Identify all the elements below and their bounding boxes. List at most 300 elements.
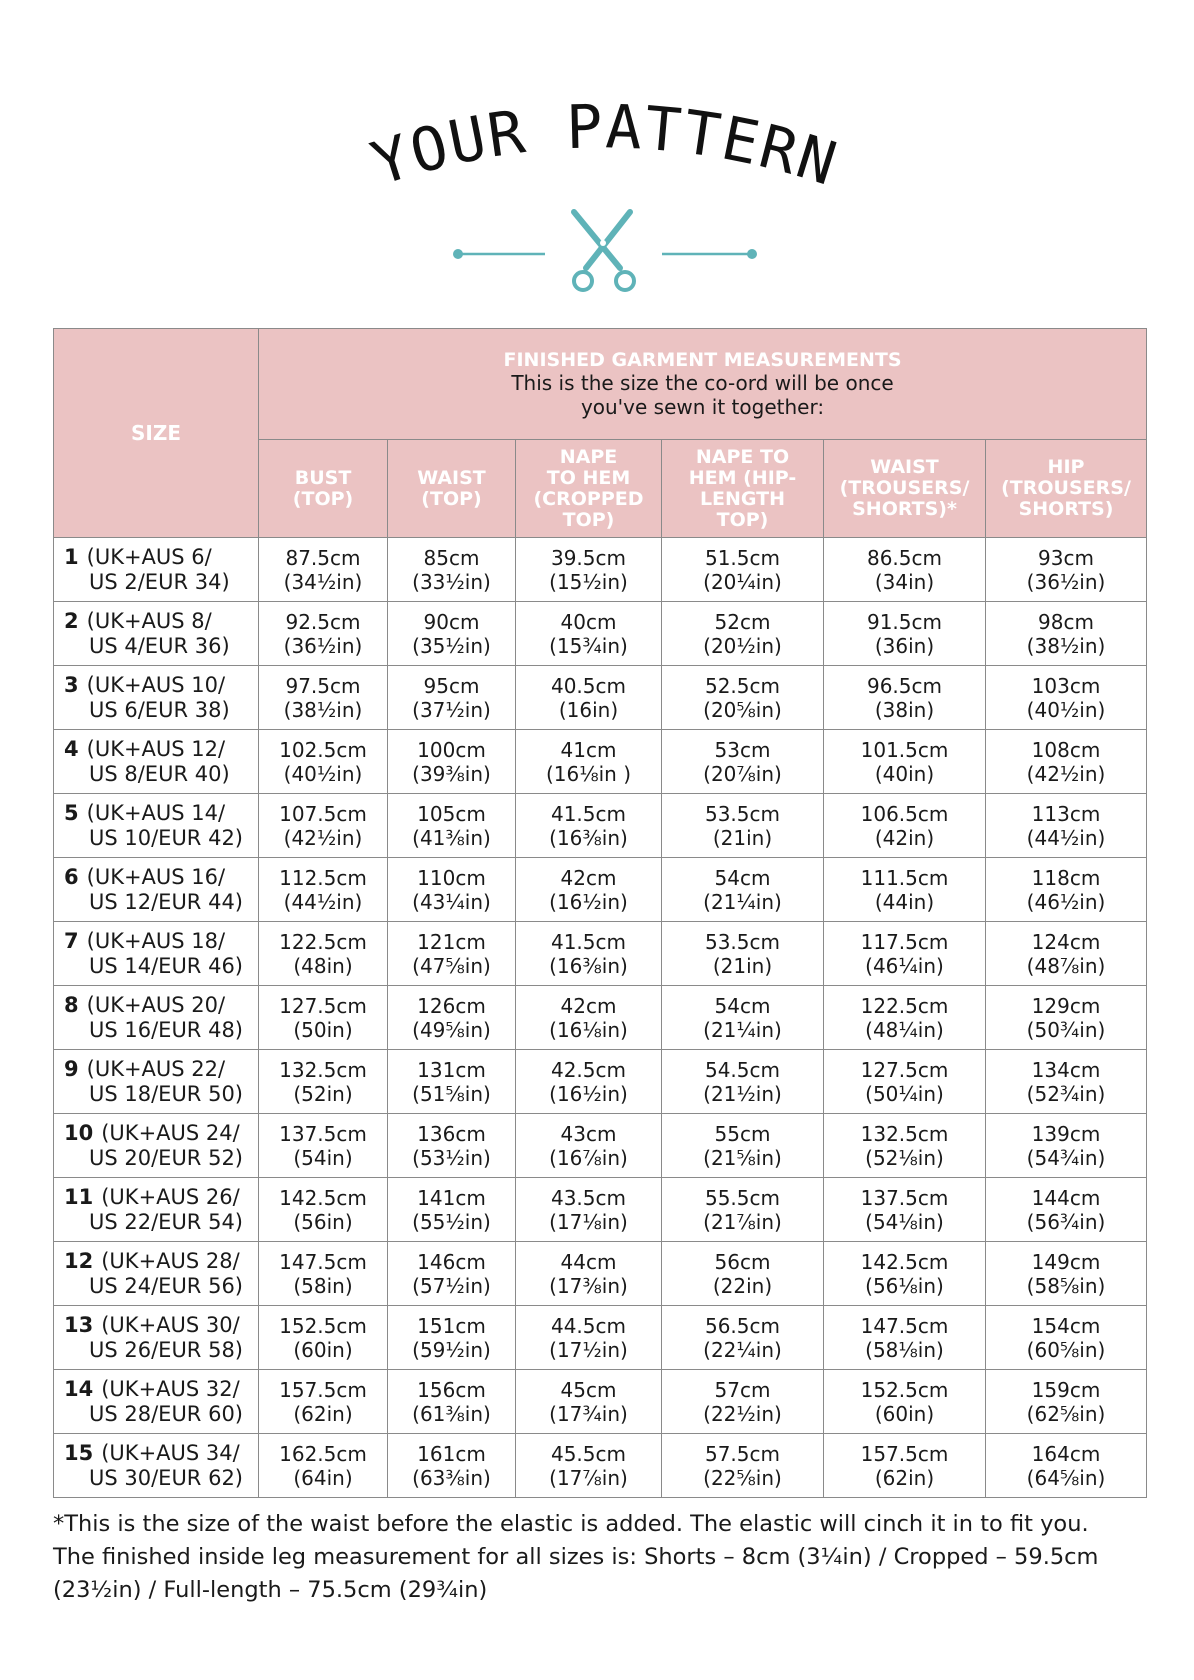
size-line-1	[64, 865, 258, 890]
measurement-cell	[662, 1114, 824, 1178]
measurement-cm: 53.5cm	[704, 929, 780, 954]
table-row	[54, 1242, 1147, 1306]
column-header-line: WAIST	[870, 456, 939, 478]
column-header-3	[516, 440, 662, 538]
measurement-cell	[662, 1178, 824, 1242]
measurement-cell	[388, 1370, 516, 1434]
measurement-cm: 103cm	[1031, 673, 1101, 698]
measurement-inches: (59½in)	[412, 1337, 491, 1362]
measurement-cm: 40.5cm	[550, 673, 626, 698]
measurement-cm: 146cm	[417, 1249, 486, 1274]
group-subtitle-line-1: This is the size the co-ord will be once	[511, 371, 894, 395]
measurement-cell	[388, 794, 516, 858]
table-row	[54, 1114, 1147, 1178]
measurement-cell	[388, 1050, 516, 1114]
measurement-cm: 42cm	[560, 865, 617, 890]
size-line-1	[64, 1441, 258, 1466]
table-row	[54, 794, 1147, 858]
measurement-cm: 124cm	[1031, 929, 1101, 954]
footnote	[53, 1508, 1153, 1607]
size-region-text: (UK+AUS 6/	[86, 544, 212, 569]
column-header-line: SHORTS)*	[852, 498, 957, 520]
size-region-text: (UK+AUS 14/	[86, 800, 226, 825]
measurement-cm: 55cm	[714, 1121, 771, 1146]
table-row	[54, 1306, 1147, 1370]
measurement-inches: (46¼in)	[865, 953, 944, 978]
table-body	[54, 538, 1147, 1498]
measurement-cm: 110cm	[417, 865, 486, 890]
measurement-cell	[516, 794, 662, 858]
measurement-inches: (20⅞in)	[703, 761, 782, 786]
measurement-cm: 144cm	[1031, 1185, 1101, 1210]
size-line-2: US 2/EUR 34)	[89, 569, 230, 594]
table-row	[54, 858, 1147, 922]
measurement-cell	[259, 730, 388, 794]
measurement-inches: (54⅛in)	[865, 1209, 944, 1234]
measurement-cm: 45cm	[560, 1377, 617, 1402]
page-title: YOUR PATTERN	[363, 92, 846, 201]
measurement-inches: (16⅛in)	[549, 1017, 628, 1042]
measurement-cell	[662, 1370, 824, 1434]
measurement-inches: (56in)	[293, 1209, 353, 1234]
measurement-inches: (34½in)	[283, 569, 363, 594]
size-line-2: US 26/EUR 58)	[89, 1337, 243, 1362]
size-cell	[54, 1370, 259, 1434]
measurement-cm: 91.5cm	[866, 609, 942, 634]
size-cell	[54, 922, 259, 986]
measurement-cell	[259, 1434, 388, 1498]
group-subtitle-line-2: you've sewn it together:	[580, 395, 825, 419]
size-line-2: US 10/EUR 42)	[89, 825, 243, 850]
measurement-cell	[259, 1306, 388, 1370]
measurement-cell	[516, 538, 662, 602]
measurement-inches: (22¼in)	[703, 1337, 782, 1362]
measurement-cell	[824, 986, 986, 1050]
measurement-cm: 152.5cm	[860, 1377, 949, 1402]
size-line-1	[64, 1377, 258, 1402]
size-line-1	[64, 609, 258, 634]
measurement-cell	[516, 602, 662, 666]
measurement-cm: 132.5cm	[860, 1121, 949, 1146]
size-line-2: US 20/EUR 52)	[89, 1145, 243, 1170]
measurement-cm: 161cm	[417, 1441, 486, 1466]
measurement-cm: 134cm	[1031, 1057, 1101, 1082]
table-row	[54, 1370, 1147, 1434]
measurement-inches: (16½in)	[549, 1081, 628, 1106]
measurement-cm: 98cm	[1038, 609, 1094, 634]
table-header-row	[54, 329, 1147, 440]
measurement-cell	[824, 1306, 986, 1370]
measurement-inches: (58in)	[293, 1273, 353, 1298]
measurement-cm: 53cm	[714, 737, 771, 762]
footnote-line-1: *This is the size of the waist before the elastic is added. The elastic will cinch it in to fit you.	[53, 1511, 1089, 1537]
measurement-cm: 42cm	[560, 993, 617, 1018]
measurement-cell	[259, 858, 388, 922]
size-line-1	[64, 737, 258, 762]
measurement-inches: (60⅝in)	[1026, 1337, 1106, 1362]
size-cell	[54, 666, 259, 730]
measurement-cm: 56.5cm	[704, 1313, 780, 1338]
measurement-cell	[986, 730, 1147, 794]
size-region-text: (UK+AUS 32/	[101, 1376, 240, 1401]
measurement-cell	[662, 602, 824, 666]
measurement-cm: 108cm	[1031, 737, 1101, 762]
column-header-line: (CROPPED	[533, 487, 644, 510]
measurement-inches: (47⅝in)	[412, 953, 491, 978]
size-cell	[54, 1434, 259, 1498]
measurement-inches: (42½in)	[1026, 761, 1106, 786]
measurement-cm: 113cm	[1031, 801, 1101, 826]
measurement-inches: (33½in)	[412, 569, 491, 594]
measurement-cell	[986, 1114, 1147, 1178]
measurement-cell	[516, 1242, 662, 1306]
column-header-2	[388, 440, 516, 538]
size-line-2: US 22/EUR 54)	[89, 1209, 243, 1234]
size-label: SIZE	[130, 421, 181, 445]
measurement-cell	[824, 1114, 986, 1178]
measurement-cm: 43.5cm	[550, 1185, 626, 1210]
measurement-inches: (57½in)	[412, 1273, 491, 1298]
measurement-cell	[986, 666, 1147, 730]
measurement-cell	[824, 1434, 986, 1498]
measurement-cm: 154cm	[1031, 1313, 1101, 1338]
measurement-cell	[662, 1242, 824, 1306]
measurement-cell	[986, 1242, 1147, 1306]
size-number: 15	[64, 1440, 94, 1465]
measurement-cm: 41.5cm	[550, 929, 626, 954]
size-number: 2	[64, 608, 79, 633]
size-number: 3	[64, 672, 79, 697]
measurement-inches: (17⅛in)	[549, 1209, 628, 1234]
measurement-cell	[388, 1114, 516, 1178]
measurement-inches: (22½in)	[703, 1401, 782, 1426]
measurement-inches: (36½in)	[283, 633, 363, 658]
measurement-cm: 121cm	[417, 929, 486, 954]
measurement-inches: (16⅜in)	[549, 953, 628, 978]
measurement-cell	[388, 602, 516, 666]
measurement-cm: 40cm	[560, 609, 617, 634]
measurement-cm: 147.5cm	[860, 1313, 949, 1338]
measurement-cm: 41cm	[560, 737, 617, 762]
measurement-cm: 151cm	[417, 1313, 486, 1338]
measurement-inches: (21in)	[712, 825, 773, 850]
measurement-inches: (63⅜in)	[412, 1465, 491, 1490]
measurement-cell	[986, 922, 1147, 986]
measurement-cell	[662, 730, 824, 794]
table-row	[54, 1178, 1147, 1242]
measurement-cell	[388, 1242, 516, 1306]
measurement-inches: (21⅞in)	[703, 1209, 782, 1234]
measurement-cell	[662, 1434, 824, 1498]
measurement-inches: (16⅛in )	[545, 761, 632, 786]
measurement-inches: (48¼in)	[865, 1017, 944, 1042]
table-row	[54, 1050, 1147, 1114]
size-line-2: US 8/EUR 40)	[89, 761, 230, 786]
measurement-inches: (44½in)	[283, 889, 363, 914]
measurement-cell	[259, 794, 388, 858]
measurement-cm: 127.5cm	[279, 993, 367, 1018]
size-line-1	[64, 801, 258, 826]
size-number: 1	[64, 544, 79, 569]
measurement-cell	[986, 1178, 1147, 1242]
size-line-2: US 30/EUR 62)	[89, 1465, 243, 1490]
measurement-cm: 39.5cm	[550, 545, 626, 570]
table-row	[54, 922, 1147, 986]
column-header-line: TO HEM	[546, 466, 631, 489]
measurement-cell	[516, 858, 662, 922]
size-number: 9	[64, 1056, 79, 1081]
measurement-cm: 106.5cm	[860, 801, 949, 826]
measurement-cm: 118cm	[1031, 865, 1101, 890]
table-row	[54, 602, 1147, 666]
measurement-inches: (20½in)	[703, 633, 782, 658]
measurement-cell	[824, 666, 986, 730]
measurement-cm: 52.5cm	[704, 673, 780, 698]
measurement-cm: 57cm	[714, 1377, 771, 1402]
column-header-4	[662, 440, 824, 538]
measurement-cell	[388, 538, 516, 602]
table-row	[54, 730, 1147, 794]
size-line-2: US 12/EUR 44)	[89, 889, 243, 914]
measurement-inches: (43¼in)	[412, 889, 491, 914]
size-line-1	[64, 1313, 258, 1338]
measurement-cell	[986, 986, 1147, 1050]
column-header-6	[986, 440, 1147, 538]
measurement-inches: (40½in)	[1026, 697, 1106, 722]
measurement-inches: (38½in)	[1026, 633, 1106, 658]
measurement-cell	[986, 1370, 1147, 1434]
size-region-text: (UK+AUS 30/	[101, 1312, 240, 1337]
measurement-cm: 96.5cm	[866, 673, 942, 698]
measurement-cm: 56cm	[714, 1249, 771, 1274]
measurement-inches: (55½in)	[412, 1209, 491, 1234]
size-region-text: (UK+AUS 22/	[86, 1056, 226, 1081]
measurement-cell	[388, 1178, 516, 1242]
size-number: 14	[64, 1376, 94, 1401]
column-header-line: NAPE	[559, 445, 618, 468]
column-header-line: LENGTH	[699, 487, 786, 510]
measurement-cm: 54cm	[714, 993, 771, 1018]
measurement-inches: (15¾in)	[549, 633, 628, 658]
size-number: 13	[64, 1312, 94, 1337]
measurement-inches: (40½in)	[283, 761, 363, 786]
measurement-inches: (54in)	[293, 1145, 353, 1170]
measurement-cell	[986, 794, 1147, 858]
measurement-cm: 97.5cm	[285, 673, 361, 698]
measurement-inches: (56¾in)	[1026, 1209, 1106, 1234]
measurement-inches: (42½in)	[283, 825, 363, 850]
measurement-cm: 126cm	[417, 993, 486, 1018]
measurement-cell	[259, 1370, 388, 1434]
scissors-icon	[574, 212, 634, 290]
measurement-cell	[516, 1178, 662, 1242]
measurement-cm: 127.5cm	[860, 1057, 949, 1082]
size-cell	[54, 1114, 259, 1178]
measurement-cm: 101.5cm	[860, 737, 949, 762]
measurement-inches: (37½in)	[412, 697, 491, 722]
measurement-cm: 157.5cm	[279, 1377, 367, 1402]
measurement-cm: 54.5cm	[704, 1057, 780, 1082]
measurement-inches: (62⅝in)	[1026, 1401, 1106, 1426]
measurement-cm: 112.5cm	[279, 865, 367, 890]
size-cell	[54, 538, 259, 602]
size-region-text: (UK+AUS 24/	[101, 1120, 240, 1145]
measurement-inches: (64in)	[293, 1465, 353, 1490]
measurement-cell	[516, 1370, 662, 1434]
measurement-cell	[516, 1306, 662, 1370]
column-header-line: (TROUSERS/	[1001, 477, 1131, 499]
measurement-inches: (35½in)	[412, 633, 491, 658]
measurement-inches: (61⅜in)	[412, 1401, 491, 1426]
measurement-cell	[662, 538, 824, 602]
measurement-cell	[662, 922, 824, 986]
size-cell	[54, 794, 259, 858]
divider-dot-left	[453, 249, 463, 259]
measurement-inches: (34in)	[874, 569, 935, 594]
measurement-cm: 162.5cm	[279, 1441, 367, 1466]
table-row	[54, 666, 1147, 730]
measurement-inches: (38½in)	[283, 697, 363, 722]
measurement-cell	[824, 1370, 986, 1434]
measurement-cell	[824, 794, 986, 858]
column-header-line: HIP	[1047, 456, 1085, 478]
measurement-cell	[516, 922, 662, 986]
measurement-cm: 139cm	[1031, 1121, 1101, 1146]
column-header-line: (TROUSERS/	[839, 477, 970, 499]
measurement-cell	[516, 1434, 662, 1498]
measurement-cell	[388, 730, 516, 794]
measurement-cell	[824, 730, 986, 794]
measurement-cm: 44.5cm	[550, 1313, 626, 1338]
measurement-cm: 93cm	[1038, 545, 1094, 570]
size-number: 10	[64, 1120, 94, 1145]
measurement-inches: (16½in)	[549, 889, 628, 914]
measurement-cell	[824, 858, 986, 922]
size-chart-table	[53, 328, 1147, 1498]
column-header-line: TOP)	[716, 508, 769, 531]
column-header-line: NAPE TO	[695, 445, 790, 468]
column-header-line: TOP)	[562, 508, 615, 531]
measurement-inches: (39⅜in)	[412, 761, 491, 786]
measurement-cell	[516, 730, 662, 794]
measurement-cell	[662, 858, 824, 922]
measurement-inches: (44½in)	[1026, 825, 1106, 850]
size-cell	[54, 602, 259, 666]
measurement-cm: 159cm	[1031, 1377, 1101, 1402]
measurement-cell	[986, 538, 1147, 602]
measurement-cell	[388, 1306, 516, 1370]
size-region-text: (UK+AUS 12/	[86, 736, 226, 761]
measurement-cm: 142.5cm	[860, 1249, 949, 1274]
measurement-cell	[986, 602, 1147, 666]
size-column-header	[54, 329, 259, 538]
measurement-cell	[662, 666, 824, 730]
size-line-2: US 16/EUR 48)	[89, 1017, 243, 1042]
measurement-cm: 117.5cm	[860, 929, 949, 954]
measurement-inches: (41⅜in)	[412, 825, 491, 850]
measurement-inches: (17¾in)	[549, 1401, 628, 1426]
size-line-1	[64, 1249, 258, 1274]
measurement-cell	[662, 794, 824, 858]
measurement-cm: 164cm	[1031, 1441, 1101, 1466]
size-line-2: US 24/EUR 56)	[89, 1273, 243, 1298]
measurement-cell	[986, 1434, 1147, 1498]
measurement-cm: 43cm	[560, 1121, 617, 1146]
size-cell	[54, 730, 259, 794]
measurement-inches: (42in)	[874, 825, 935, 850]
measurement-cm: 55.5cm	[704, 1185, 780, 1210]
measurement-inches: (62in)	[293, 1401, 353, 1426]
measurement-cm: 122.5cm	[279, 929, 367, 954]
measurement-inches: (50¾in)	[1026, 1017, 1106, 1042]
size-number: 4	[64, 736, 79, 761]
measurement-inches: (36½in)	[1026, 569, 1106, 594]
measurement-cm: 51.5cm	[704, 545, 780, 570]
size-cell	[54, 1050, 259, 1114]
footnote-line-2: The finished inside leg measurement for all sizes is: Shorts – 8cm (3¼in) / Cropped – 59.5cm	[53, 1544, 1099, 1570]
size-line-2: US 18/EUR 50)	[89, 1081, 243, 1106]
measurement-cm: 42.5cm	[550, 1057, 626, 1082]
measurement-cell	[824, 1178, 986, 1242]
measurements-group-header	[259, 329, 1147, 440]
measurement-cm: 129cm	[1031, 993, 1101, 1018]
measurement-cell	[986, 858, 1147, 922]
measurement-inches: (21¼in)	[703, 889, 782, 914]
measurement-cell	[824, 538, 986, 602]
size-line-2: US 4/EUR 36)	[89, 633, 230, 658]
measurement-inches: (17⅞in)	[549, 1465, 628, 1490]
size-number: 8	[64, 992, 79, 1017]
measurement-cm: 52cm	[714, 609, 771, 634]
column-header-line: (TOP)	[292, 487, 354, 510]
measurement-cm: 105cm	[417, 801, 486, 826]
measurement-inches: (44in)	[874, 889, 935, 914]
size-number: 7	[64, 928, 79, 953]
column-header-5	[824, 440, 986, 538]
size-line-2: US 14/EUR 46)	[89, 953, 243, 978]
measurement-cell	[824, 1050, 986, 1114]
measurement-cell	[662, 1050, 824, 1114]
measurement-cm: 41.5cm	[550, 801, 626, 826]
measurement-cell	[259, 1242, 388, 1306]
measurement-cm: 137.5cm	[860, 1185, 949, 1210]
measurement-cell	[516, 666, 662, 730]
size-number: 6	[64, 864, 79, 889]
size-number: 12	[64, 1248, 94, 1273]
measurement-inches: (17½in)	[549, 1337, 628, 1362]
measurement-inches: (49⅝in)	[412, 1017, 491, 1042]
measurement-cell	[824, 922, 986, 986]
measurement-inches: (64⅝in)	[1026, 1465, 1106, 1490]
measurement-cm: 90cm	[423, 609, 480, 634]
table-row	[54, 986, 1147, 1050]
measurement-cell	[259, 1114, 388, 1178]
measurement-cm: 137.5cm	[279, 1121, 367, 1146]
measurement-inches: (48in)	[293, 953, 353, 978]
measurement-inches: (20¼in)	[703, 569, 782, 594]
size-cell	[54, 1306, 259, 1370]
group-title: FINISHED GARMENT MEASUREMENTS	[503, 349, 902, 371]
measurement-inches: (60in)	[293, 1337, 353, 1362]
footnote-line-3: (23½in) / Full-length – 75.5cm (29¾in)	[53, 1577, 488, 1603]
size-cell	[54, 1242, 259, 1306]
size-number: 11	[64, 1184, 94, 1209]
measurement-cm: 85cm	[423, 545, 480, 570]
measurement-inches: (21⅝in)	[703, 1145, 782, 1170]
measurement-inches: (38in)	[874, 697, 935, 722]
size-line-1	[64, 1057, 258, 1082]
size-region-text: (UK+AUS 10/	[86, 672, 226, 697]
